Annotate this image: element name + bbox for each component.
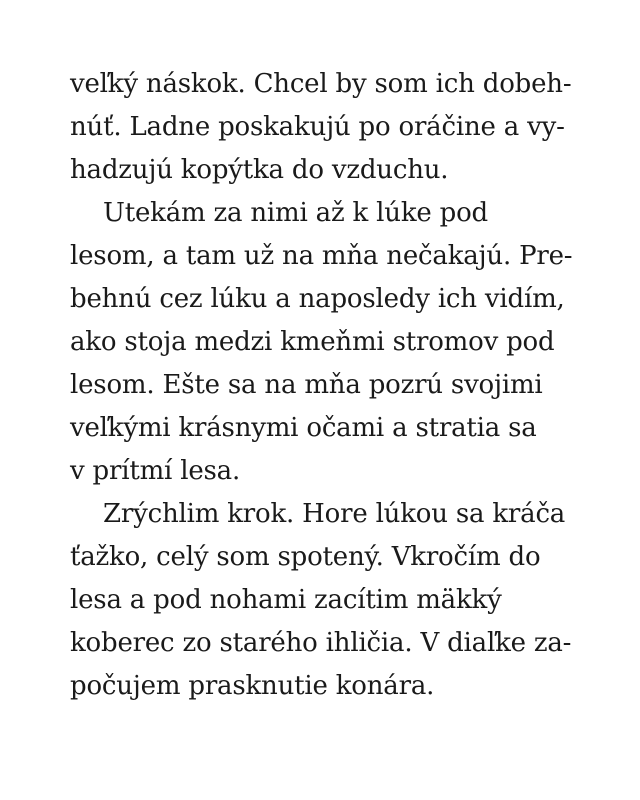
text-line: veľký náskok. Chcel by som ich dobeh- bbox=[70, 69, 572, 99]
text-line: behnú cez lúku a naposledy ich vidím, bbox=[70, 284, 565, 314]
text-line: ťažko, celý som spotený. Vkročím do bbox=[70, 542, 541, 572]
text-line: lesa a pod nohami zacítim mäkký bbox=[70, 585, 502, 615]
text-line: v prítmí lesa. bbox=[70, 456, 241, 486]
paragraph-start-line: Utekám za nimi až k lúke pod bbox=[103, 198, 488, 228]
text-line: lesom, a tam už na mňa nečakajú. Pre- bbox=[70, 241, 573, 271]
text-line: koberec zo starého ihličia. V diaľke za- bbox=[70, 628, 572, 658]
paragraph-start-line: Zrýchlim krok. Hore lúkou sa kráča bbox=[103, 499, 566, 529]
text-line: veľkými krásnymi očami a stratia sa bbox=[70, 413, 537, 443]
text-line: núť. Ladne poskakujú po oráčine a vy- bbox=[70, 112, 565, 142]
text-line: počujem prasknutie konára. bbox=[70, 671, 435, 701]
text-line: lesom. Ešte sa na mňa pozrú svojimi bbox=[70, 370, 543, 400]
text-line: hadzujú kopýtka do vzduchu. bbox=[70, 155, 449, 185]
text-line: ako stoja medzi kmeňmi stromov pod bbox=[70, 327, 555, 357]
